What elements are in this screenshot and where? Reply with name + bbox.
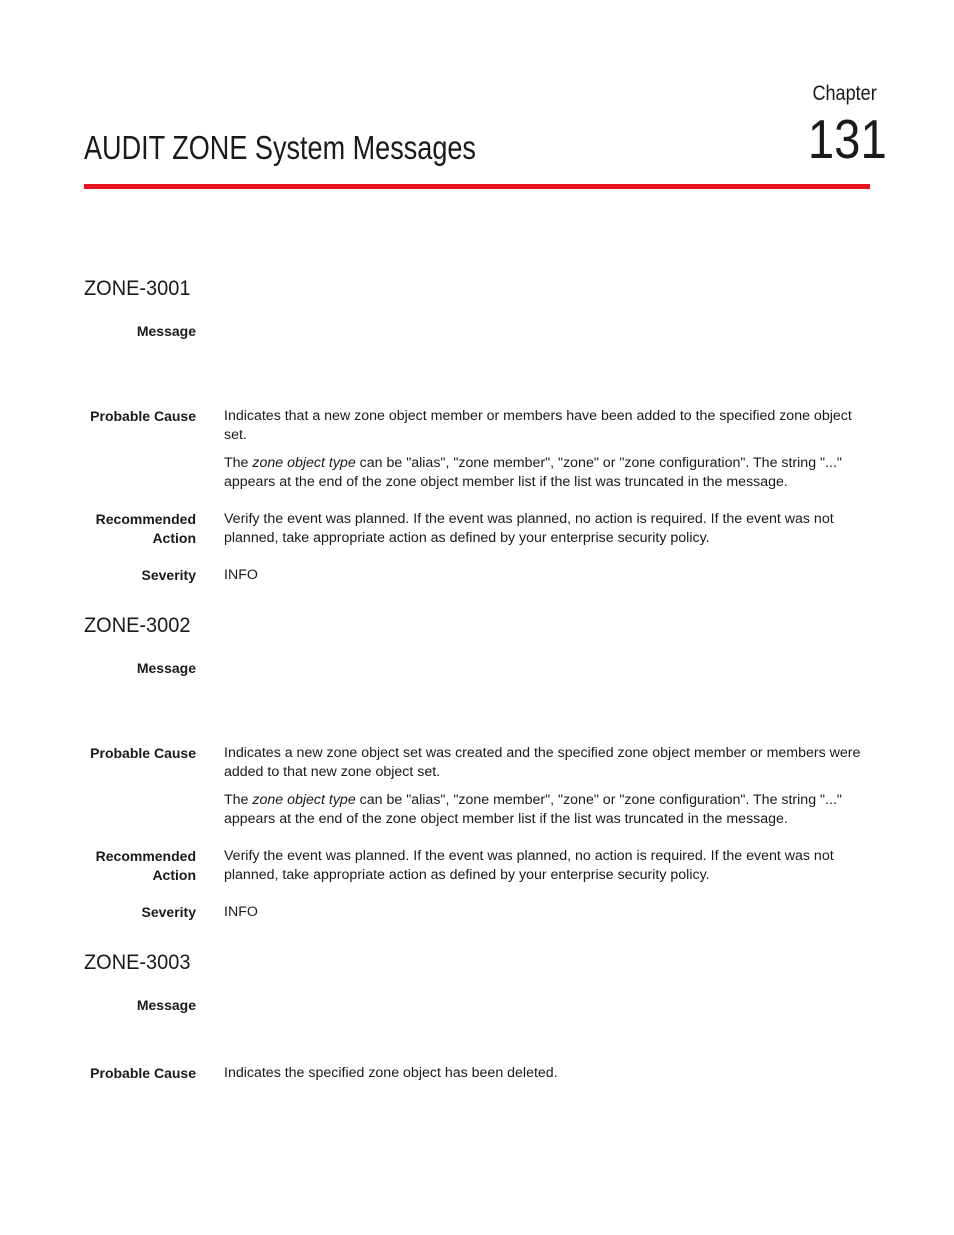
section-heading-zone-3002: ZONE-3002 xyxy=(84,614,191,637)
object-type-paragraph: The zone object type can be "alias", "zone member", "zone" or "zone configuration". The string "..." appears at the end of the zone object member list if the list was truncated in the message. xyxy=(224,455,842,490)
probable-cause-text xyxy=(224,1064,864,1083)
probable-cause-text xyxy=(224,407,864,492)
probable-cause-text xyxy=(224,744,864,829)
object-type-paragraph: The zone object type can be "alias", "zone member", "zone" or "zone configuration". The string "..." appears at the end of the zone object member list if the list was truncated in the message. xyxy=(224,792,842,827)
title-divider xyxy=(84,184,870,189)
recommended-action-label: Recommended Action xyxy=(95,511,196,546)
probable-cause-label: Probable Cause xyxy=(90,1065,196,1081)
recommended-action-label: Recommended Action xyxy=(95,848,196,883)
severity-value: INFO xyxy=(224,904,258,920)
probable-cause-label: Probable Cause xyxy=(90,408,196,424)
message-label: Message xyxy=(136,323,196,339)
message-label: Message xyxy=(136,660,196,676)
recommended-action-text: Verify the event was planned. If the event was planned, no action is required. If the event was not planned, take appropriate action as defined by your enterprise security policy. xyxy=(224,848,834,883)
severity-label: Severity xyxy=(141,567,196,583)
chapter-number: 131 xyxy=(808,108,887,170)
probable-cause-paragraph: Indicates a new zone object set was created and the specified zone object member or members were added to that new zone object set. xyxy=(224,745,861,780)
probable-cause-paragraph: Indicates that a new zone object member or members have been added to the specified zone object set. xyxy=(224,408,852,443)
probable-cause-label: Probable Cause xyxy=(90,745,196,761)
message-label: Message xyxy=(136,997,196,1013)
recommended-action-text: Verify the event was planned. If the event was planned, no action is required. If the event was not planned, take appropriate action as defined by your enterprise security policy. xyxy=(224,511,834,546)
page-title: AUDIT ZONE System Messages xyxy=(84,129,476,166)
chapter-label: Chapter xyxy=(812,82,877,105)
section-heading-zone-3003: ZONE-3003 xyxy=(84,951,191,974)
severity-label: Severity xyxy=(141,904,196,920)
probable-cause-paragraph: Indicates the specified zone object has been deleted. xyxy=(224,1065,558,1081)
severity-value: INFO xyxy=(224,567,258,583)
section-heading-zone-3001: ZONE-3001 xyxy=(84,277,191,300)
